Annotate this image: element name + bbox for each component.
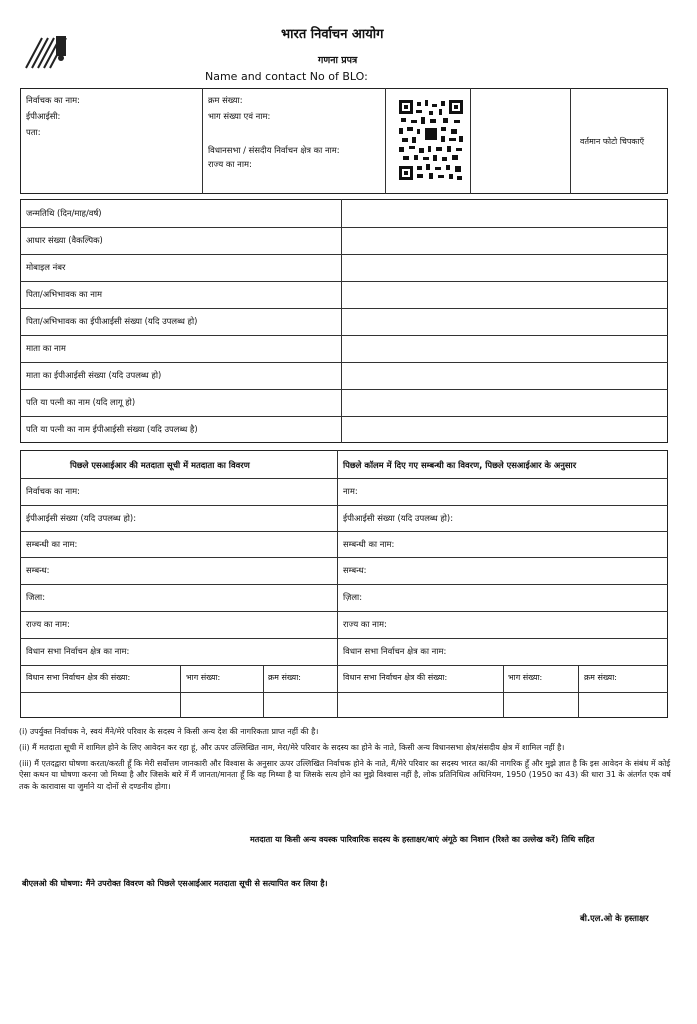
father-name-label: पिता/अभिभावक का नाम	[26, 289, 103, 299]
aadhaar-label: आधार संख्या (वैकल्पिक)	[26, 235, 103, 245]
qr-code	[399, 100, 463, 180]
prev-sir-voter-header: पिछले एसआईआर की मतदाता सूची में मतदाता का विवरण	[70, 460, 250, 470]
mother-epic-label: माता का ईपीआईसी संख्या (यदि उपलब्ध हो)	[26, 370, 162, 380]
declaration-2: (ii) मैं मतदाता सूची में शामिल होने के लिए आवेदन कर रहा हूं, और ऊपर उल्लिखित नाम, मेरा/मेरे परिवार के सदस्य का होने के नाते, किसी अन्य विधानसभा क्षेत्र/संसदीय क्षेत्र में शामिल नहीं है।	[19, 743, 565, 752]
spouse-epic-label: पति या पत्नी का नाम ईपीआईसी संख्या (यदि उपलब्ध है)	[26, 424, 198, 434]
part-number-label: भाग संख्या एवं नाम:	[208, 111, 271, 121]
sir-voter-district-label: जिला:	[26, 592, 46, 602]
sir-relative-constituency-label: विधान सभा निर्वाचन क्षेत्र का नाम:	[343, 646, 447, 656]
sir-voter-part-number-label: भाग संख्या:	[186, 673, 221, 682]
sir-relative-relation-label: सम्बन्ध:	[343, 565, 367, 575]
page-title: भारत निर्वाचन आयोग	[281, 27, 384, 42]
sir-relative-state-label: राज्य का नाम:	[343, 619, 387, 629]
sir-voter-epic-label: ईपीआईसी संख्या (यदि उपलब्ध हो):	[26, 513, 137, 523]
sir-voter-relative-label: सम्बन्धी का नाम:	[26, 539, 78, 549]
serial-number-label: क्रम संख्या:	[208, 95, 243, 105]
eci-logo	[20, 30, 76, 72]
sir-relative-district-label: ज़िला:	[343, 592, 363, 602]
sir-voter-constituency-number-label: विधान सभा निर्वाचन क्षेत्र की संख्या:	[26, 673, 131, 682]
sir-relative-relative-label: सम्बन्धी का नाम:	[343, 539, 395, 549]
dob-label: जन्मतिथि (दिन/माह/वर्ष)	[26, 208, 102, 218]
sir-voter-name-label: निर्वाचक का नाम:	[26, 486, 80, 496]
sir-relative-constituency-number-label: विधान सभा निर्वाचन क्षेत्र की संख्या:	[343, 673, 448, 682]
declaration-3: (iii) मैं एतदद्वारा घोषणा करता/करती हूँ कि मेरी सर्वोत्तम जानकारी और विश्वास के अनुसार ऊपर उल्लिखित निर्वाचक होने के नाते, मैं/मेरे परिवार का सदस्य भारत का/की नागरिक हूँ और मुझे ज्ञात है कि इस आवेदन के संबंध में कोई ऐसा कथन या घोषणा करना जो मिथ्या है और जिसके बारे में मैं जानता/मानता हूँ कि वह मिथ्या है या जिसके सत्य होने का मुझे विश्वास नहीं है, लोक प्रतिनिधित्व अधिनियम, 1950 (1950 का 43) की धारा 31 के अंतर्गत एक वर्ष तक के कारावास या जुर्माने या दोनों से दण्डनीय होगा।	[19, 759, 671, 791]
photo-placeholder-label: वर्तमान फोटो चिपकाएँ	[580, 137, 645, 146]
epic-label: ईपीआईसी:	[26, 111, 61, 121]
sir-voter-state-label: राज्य का नाम:	[26, 619, 70, 629]
sir-relative-name-label: नाम:	[343, 486, 358, 496]
blo-contact-label: Name and contact No of BLO:	[205, 70, 368, 83]
father-epic-label: पिता/अभिभावक का ईपीआईसी संख्या (यदि उपलब्ध हो)	[26, 316, 198, 326]
sir-relative-epic-label: ईपीआईसी संख्या (यदि उपलब्ध हो):	[343, 513, 454, 523]
blo-signature-label: बी.एल.ओ के हस्ताक्षर	[580, 913, 649, 923]
voter-name-label: निर्वाचक का नाम:	[26, 95, 80, 105]
sir-voter-relation-label: सम्बन्ध:	[26, 565, 50, 575]
sir-voter-serial-number-label: क्रम संख्या:	[268, 673, 301, 682]
blo-declaration: बीएलओ की घोषणा: मैंने उपरोक्त विवरण को पिछले एसआईआर मतदाता सूची से सत्यापित कर लिया है।	[22, 879, 328, 888]
constituency-name-label: विधानसभा / संसदीय निर्वाचन क्षेत्र का नाम:	[208, 145, 340, 155]
voter-signature-label: मतदाता या किसी अन्य वयस्क पारिवारिक सदस्य के हस्ताक्षर/बाएं अंगूठे का निशान (रिश्ते का उल्लेख करें) तिथि सहित	[250, 835, 595, 844]
prev-sir-relative-header: पिछले कॉलम में दिए गए सम्बन्धी का विवरण, पिछले एसआईआर के अनुसार	[343, 460, 577, 470]
spouse-name-label: पति या पत्नी का नाम (यदि लागू हो)	[26, 397, 136, 407]
sir-relative-part-number-label: भाग संख्या:	[508, 673, 543, 682]
address-label: पता:	[26, 127, 41, 137]
sir-voter-constituency-label: विधान सभा निर्वाचन क्षेत्र का नाम:	[26, 646, 130, 656]
mother-name-label: माता का नाम	[26, 343, 66, 353]
state-name-label: राज्य का नाम:	[208, 159, 252, 169]
sir-relative-serial-number-label: क्रम संख्या:	[584, 673, 617, 682]
mobile-label: मोबाइल नंबर	[26, 262, 66, 272]
declaration-1: (i) उपर्युक्त निर्वाचक ने, स्वयं मैंने/मेरे परिवार के सदस्य ने किसी अन्य देश की नागरिकता प्राप्त नहीं की है।	[19, 727, 319, 736]
form-subtitle: गणना प्रपत्र	[318, 55, 358, 66]
